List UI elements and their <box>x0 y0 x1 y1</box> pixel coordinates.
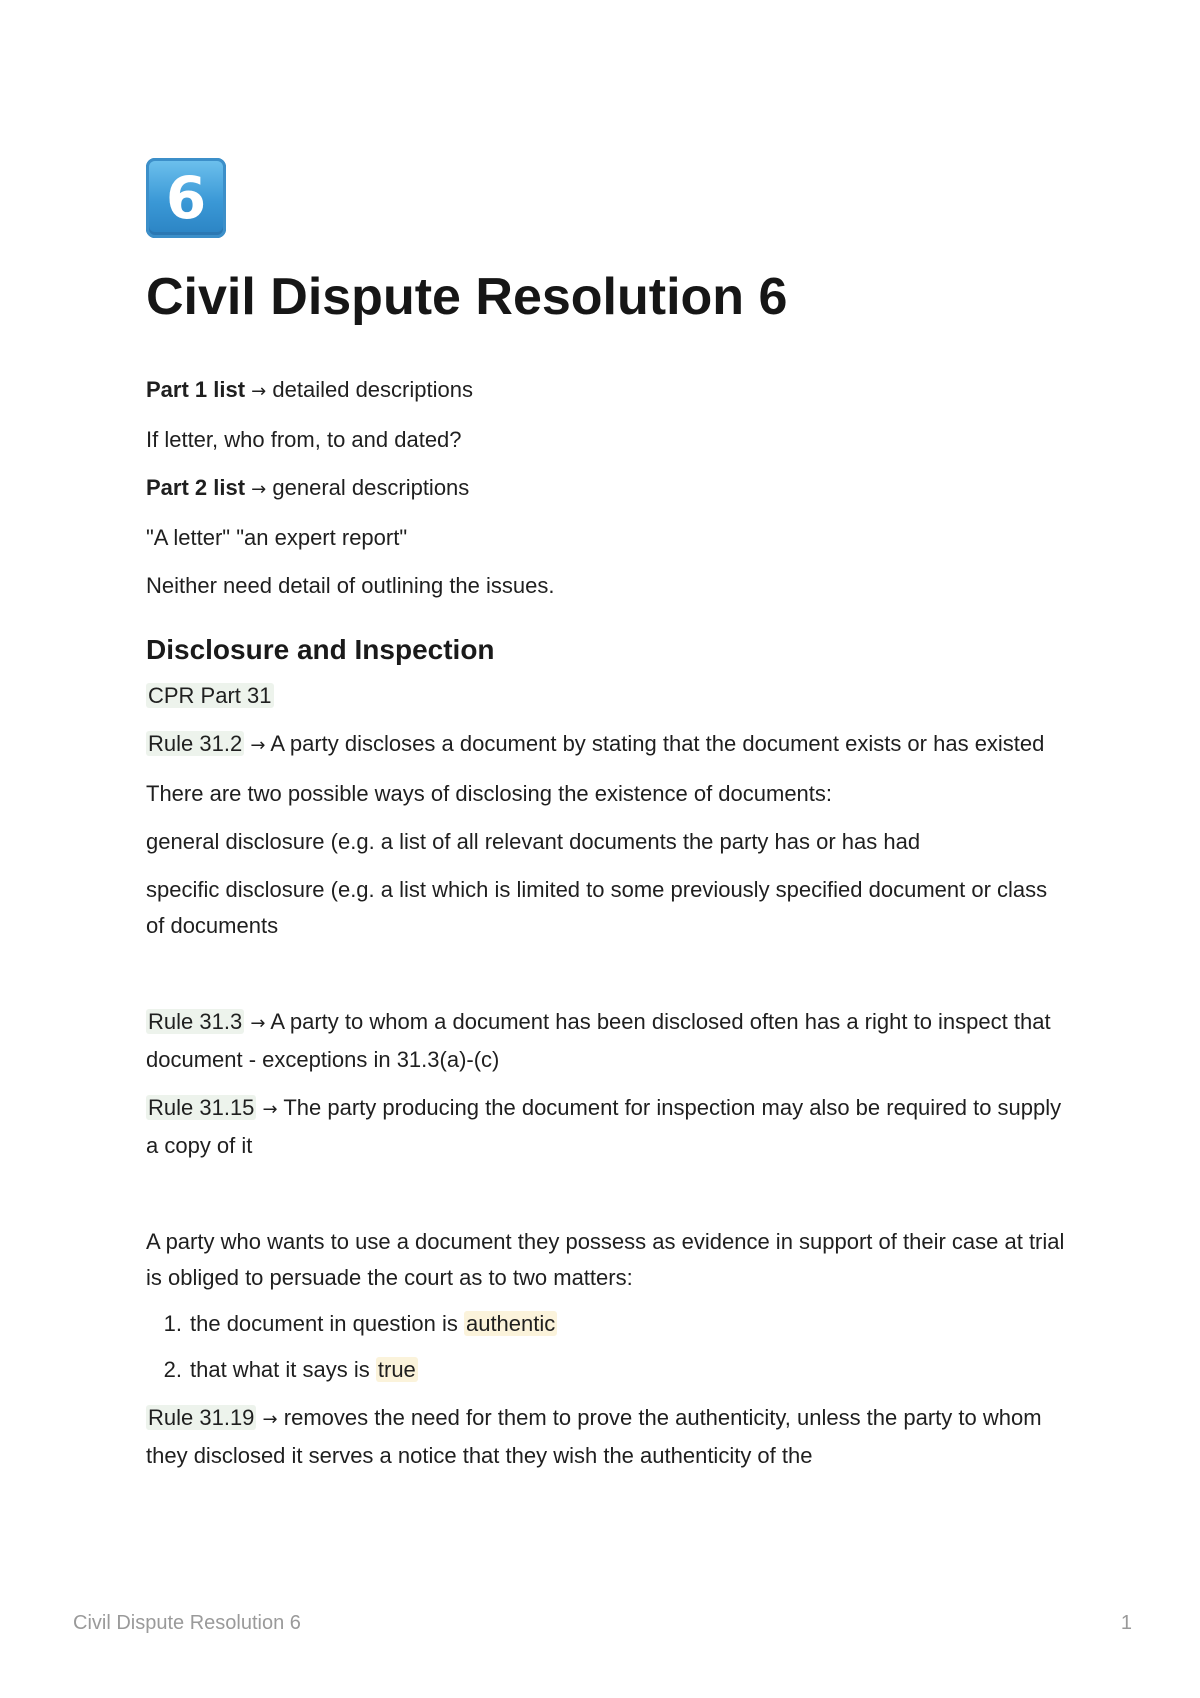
specific-disclosure: specific disclosure (e.g. a list which is limited to some previously specified document or class of documents <box>146 876 1048 938</box>
list-item <box>146 1306 1066 1342</box>
rule-31-19 <box>146 1400 1066 1474</box>
part1-label: Part 1 list <box>146 376 246 402</box>
rule-31-19-tag: Rule 31.19 <box>148 1404 255 1430</box>
keycap-glyph: 6 <box>165 164 207 232</box>
list-item-text <box>190 1306 557 1342</box>
arrow-icon: → <box>251 380 267 402</box>
cpr-tag: CPR Part 31 <box>148 682 272 708</box>
list-text: the document in question is <box>190 1310 458 1336</box>
highlight-authentic: authentic <box>465 1310 556 1336</box>
part1-text: detailed descriptions <box>272 376 473 402</box>
list-number: 1. <box>163 1310 182 1336</box>
neither-line: Neither need detail of outlining the issues. <box>146 572 555 598</box>
list-text: that what it says is <box>190 1356 370 1382</box>
part1-line <box>146 372 1066 410</box>
party-paragraph: A party who wants to use a document they possess as evidence in support of their case at trial is obliged to persuade the court as to two matters: <box>146 1228 1065 1290</box>
ways-intro: There are two possible ways of disclosing the existence of documents: <box>146 780 833 806</box>
page-title: Civil Dispute Resolution 6 <box>146 268 788 326</box>
document-page <box>146 158 1066 1474</box>
cpr-line <box>146 678 1066 714</box>
letter-question: If letter, who from, to and dated? <box>146 426 462 452</box>
part2-text: general descriptions <box>272 474 470 500</box>
rule-31-3-text: A party to whom a document has been disclosed often has a right to inspect that document - exceptions in 31.3(a)-(c) <box>146 1008 1051 1072</box>
page-number: 1 <box>1120 1612 1132 1634</box>
arrow-icon: → <box>251 478 267 500</box>
rule-31-2 <box>146 726 1066 764</box>
arrow-icon: → <box>262 1098 278 1120</box>
rule-31-3-tag: Rule 31.3 <box>148 1008 243 1034</box>
rule-31-19-text: removes the need for them to prove the authenticity, unless the party to whom they disclosed it serves a notice that they wish the authenticity of the <box>146 1404 1042 1468</box>
arrow-icon: → <box>250 1012 266 1034</box>
rule-31-15 <box>146 1090 1066 1164</box>
matters-list <box>146 1306 1066 1388</box>
rule-31-15-text: The party producing the document for inspection may also be required to supply a copy of it <box>146 1094 1062 1158</box>
rule-31-2-text: A party discloses a document by stating that the document exists or has existed <box>270 730 1045 756</box>
arrow-icon: → <box>262 1408 278 1430</box>
rule-31-3 <box>146 1004 1066 1078</box>
examples-line: "A letter" "an expert report" <box>146 524 408 550</box>
rule-31-2-tag: Rule 31.2 <box>148 730 243 756</box>
rule-31-15-tag: Rule 31.15 <box>148 1094 255 1120</box>
keycap-six-icon <box>146 158 226 238</box>
part2-line <box>146 470 1066 508</box>
part2-label: Part 2 list <box>146 474 246 500</box>
list-item <box>146 1352 1066 1388</box>
section-heading: Disclosure and Inspection <box>146 633 495 665</box>
general-disclosure: general disclosure (e.g. a list of all relevant documents the party has or has had <box>146 828 921 854</box>
list-item-text <box>190 1352 418 1388</box>
highlight-true: true <box>377 1356 416 1382</box>
arrow-icon: → <box>250 734 266 756</box>
list-number: 2. <box>163 1356 182 1382</box>
footer-title: Civil Dispute Resolution 6 <box>73 1612 301 1634</box>
